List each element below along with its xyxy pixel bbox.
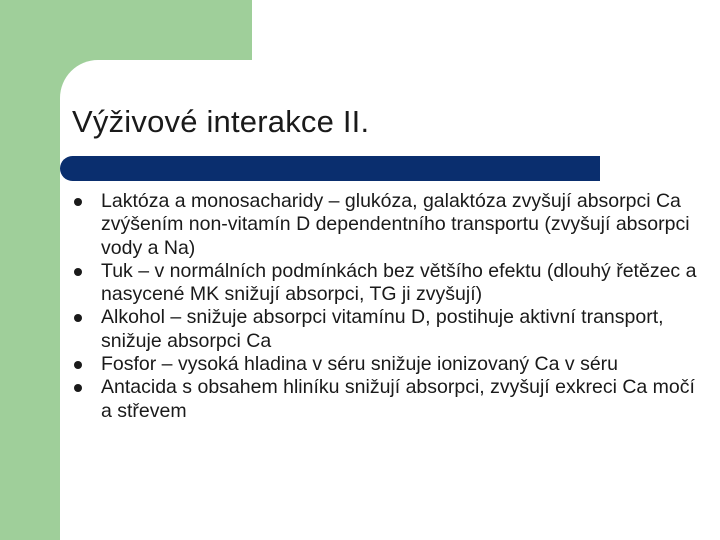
bullet-text: Tuk – v normálních podmínkách bez většího efektu (dlouhý řetězec a nasycené MK snižují absorpci, TG ji zvyšují) (101, 259, 697, 306)
bullet-dot-icon (74, 268, 82, 276)
bullet-text: Alkohol – snižuje absorpci vitamínu D, postihuje aktivní transport, snižuje absorpci Ca (101, 306, 664, 352)
bullet-item (72, 376, 702, 423)
bullet-dot-icon (74, 314, 82, 322)
bullet-list (72, 190, 702, 423)
bullet-dot-icon (74, 198, 82, 206)
bullet-dot-icon (74, 384, 82, 392)
bullet-item (72, 260, 702, 307)
bullet-text: Laktóza a monosacharidy – glukóza, galaktóza zvyšují absorpci Ca zvýšením non-vitamín D dependentního transportu (zvyšují absorpci vody a Na) (101, 190, 690, 259)
bullet-item (72, 190, 702, 260)
slide-title: Výživové interakce II. (72, 104, 370, 139)
bullet-item (72, 306, 702, 353)
bullet-dot-icon (74, 361, 82, 369)
bullet-text: Fosfor – vysoká hladina v séru snižuje ionizovaný Ca v séru (101, 353, 618, 376)
title-underline-bar (60, 156, 600, 181)
bullet-item (72, 353, 702, 376)
bullet-text: Antacida s obsahem hliníku snižují absorpci, zvyšují exkreci Ca močí a střevem (101, 376, 695, 422)
